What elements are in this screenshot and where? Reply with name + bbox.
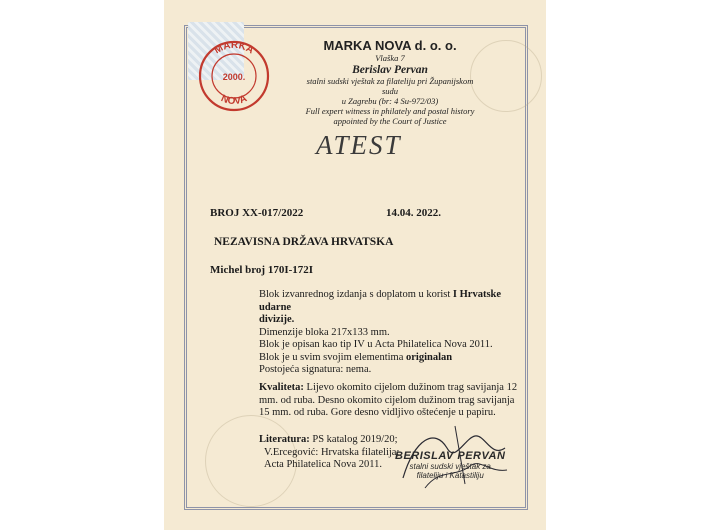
expert-signature-stamp (395, 450, 505, 480)
signature-stamp-name: BERISLAV PERVAN (395, 450, 506, 462)
description-line-1-bold: I Hrvatske udarne (259, 289, 502, 313)
literature-label: Literatura: (259, 434, 310, 445)
certificate-number: BROJ XX-017/2022 (210, 207, 304, 219)
marka-nova-seal (196, 38, 272, 114)
expert-court-en: appointed by the Court of Justice (333, 116, 447, 126)
description-line-5 (259, 352, 529, 365)
description-line-3: Dimenzije bloka 217x133 mm. (259, 326, 390, 338)
description-line-1-text: Blok izvanrednog izdanja s doplatom u korist (259, 289, 453, 300)
expert-court-hr: u Zagrebu (br: 4 Su-972/03) (341, 96, 439, 106)
quality-line-2: mm. od ruba. Desno okomito cijelom dužinom trag savijanja (259, 394, 515, 406)
description-line-2: divizije. (259, 314, 295, 325)
description-line-4: Blok je opisan kao tip IV u Acta Philatelica Nova 2011. (259, 339, 493, 350)
quality-line-1: Lijevo okomito cijelom dužinom trag savijanja 12 (306, 382, 518, 393)
description-block (259, 289, 529, 377)
certificate-header (300, 38, 480, 126)
expert-title-en: Full expert witness in philately and postal history (305, 106, 475, 116)
seal-top-text: MARKA (212, 39, 256, 57)
quality-label: Kvaliteta: (259, 382, 304, 393)
company-address: Vlaška 7 (375, 53, 405, 63)
expert-title-hr: stalni sudski vještak za filateliju pri Županijskom sudu (306, 76, 474, 96)
quality-line-3: 15 mm. od ruba. Gore desno vidljivo oštećenje u papiru. (259, 407, 496, 418)
seal-year: 2000. (222, 72, 246, 82)
document-title: ATEST (316, 130, 402, 160)
signature-stamp-line-1: stalni sudski vještak za (409, 462, 491, 471)
literature-line-3: Acta Philatelica Nova 2011. (264, 459, 382, 470)
country-heading: NEZAVISNA DRŽAVA HRVATSKA (214, 236, 394, 248)
certificate-date: 14.04. 2022. (386, 207, 441, 219)
description-line-1 (259, 289, 529, 314)
description-line-5-bold: originalan (406, 351, 453, 363)
expert-name: Berislav Pervan (352, 64, 428, 76)
signature-stamp-line-2: filateliju i Katastiliju (416, 471, 484, 480)
michel-number: Michel broj 170I-172I (210, 264, 314, 276)
quality-block (259, 382, 529, 420)
description-line-6: Postojeća signatura: nema. (259, 364, 372, 375)
seal-bottom-text: NOVA (219, 93, 249, 108)
emboss-mark-top (470, 40, 542, 112)
svg-text:NOVA (219, 93, 248, 107)
literature-line-1: PS katalog 2019/20; (312, 434, 398, 445)
description-line-5-text: Blok je u svim svojim elementima (259, 351, 406, 363)
literature-line-2: V.Ercegović: Hrvatska filatelija; (264, 446, 400, 458)
company-name: MARKA NOVA d. o. o. (323, 38, 457, 53)
